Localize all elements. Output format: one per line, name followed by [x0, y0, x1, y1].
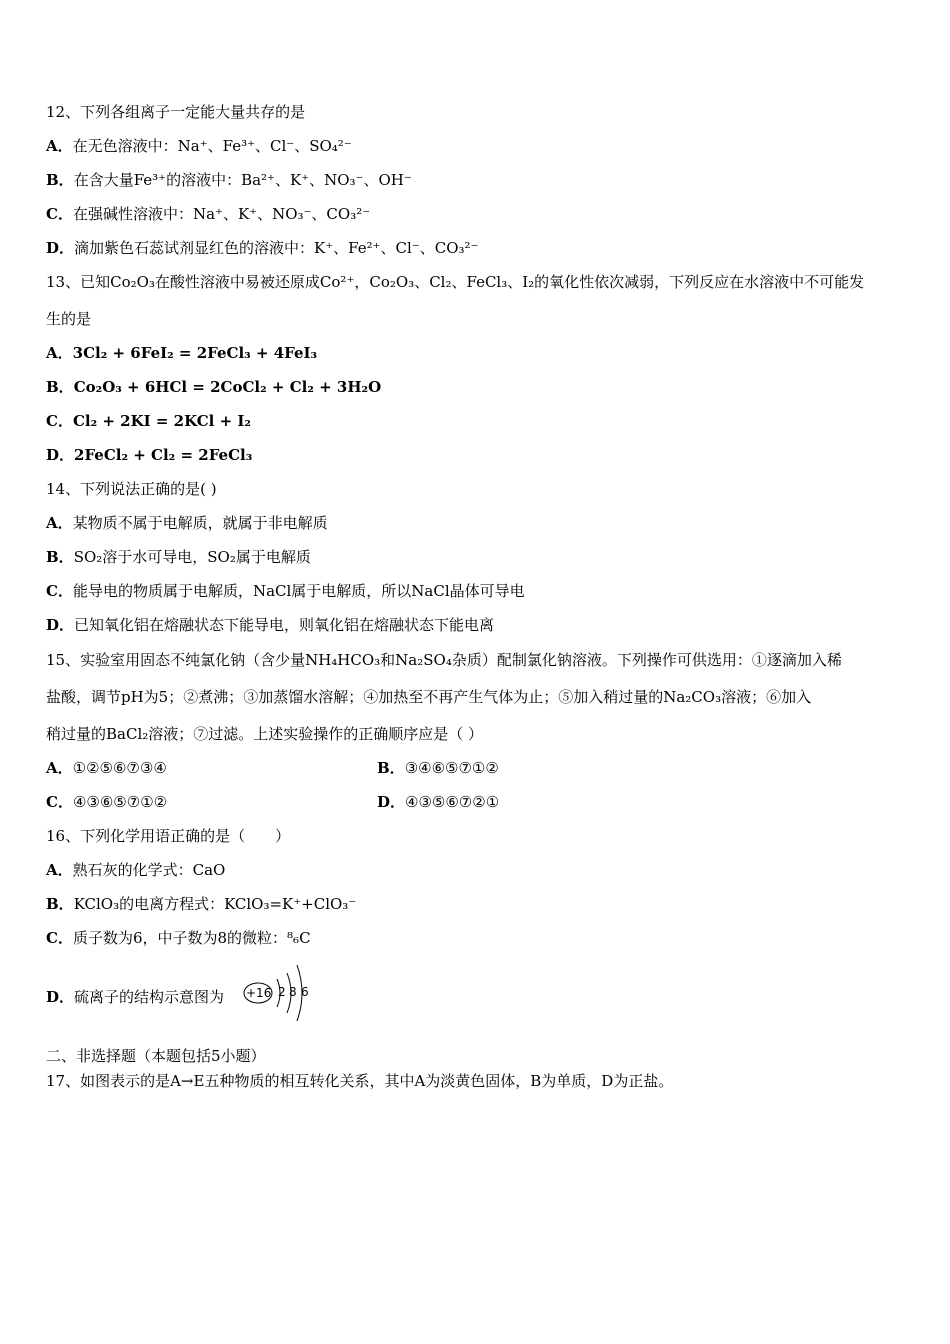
q15-option-a: A．①②⑤⑥⑦③④ [46, 759, 167, 777]
q14-option-d: D．已知氧化铝在熔融状态下能导电，则氧化铝在熔融状态下能电离 [46, 616, 495, 634]
sulfide-ion-structure-diagram [241, 961, 321, 1023]
shell-2-electrons: 8 [289, 985, 297, 999]
q15-stem-line3: 稍过量的BaCl₂溶液；⑦过滤。上述实验操作的正确顺序应是（ ） [46, 725, 484, 743]
q16-option-a: A．熟石灰的化学式：CaO [46, 861, 226, 879]
q17-stem: 17、如图表示的是A→E五种物质的相互转化关系，其中A为淡黄色固体，B为单质，D为正盐。 [46, 1072, 674, 1090]
q13-option-d: D．2FeCl₂ + Cl₂ = 2FeCl₃ [46, 446, 253, 464]
q16-stem: 16、下列化学用语正确的是（ ） [46, 827, 291, 845]
section-2-title: 二、非选择题（本题包括5小题） [46, 1047, 266, 1065]
q13-option-a: A．3Cl₂ + 6FeI₂ = 2FeCl₃ + 4FeI₃ [46, 344, 318, 362]
nucleus-charge: +16 [246, 986, 272, 1000]
q15-stem-line2: 盐酸，调节pH为5；②煮沸；③加蒸馏水溶解；④加热至不再产生气体为止；⑤加入稍过量的Na₂CO₃溶液；⑥加入 [46, 688, 812, 706]
q14-option-a: A．某物质不属于电解质，就属于非电解质 [46, 514, 328, 532]
q13-option-c: C．Cl₂ + 2KI = 2KCl + I₂ [46, 412, 251, 430]
q16-option-c: C．质子数为6，中子数为8的微粒：⁸₆C [46, 929, 311, 947]
q12-option-b: B．在含大量Fe³⁺的溶液中：Ba²⁺、K⁺、NO₃⁻、OH⁻ [46, 171, 412, 189]
q16-option-b: B．KClO₃的电离方程式：KClO₃=K⁺+ClO₃⁻ [46, 895, 357, 913]
q16-option-d: D．硫离子的结构示意图为 [46, 988, 225, 1006]
q14-stem: 14、下列说法正确的是( ) [46, 480, 217, 498]
q15-stem-line1: 15、实验室用固态不纯氯化钠（含少量NH₄HCO₃和Na₂SO₄杂质）配制氯化钠溶液。下列操作可供选用：①逐滴加入稀 [46, 651, 842, 669]
q12-option-a: A．在无色溶液中：Na⁺、Fe³⁺、Cl⁻、SO₄²⁻ [46, 137, 352, 155]
q13-option-b: B．Co₂O₃ + 6HCl = 2CoCl₂ + Cl₂ + 3H₂O [46, 378, 382, 396]
q14-option-b: B．SO₂溶于水可导电，SO₂属于电解质 [46, 548, 311, 566]
shell-1-electrons: 2 [278, 985, 286, 999]
q12-option-d: D．滴加紫色石蕊试剂显红色的溶液中：K⁺、Fe²⁺、Cl⁻、CO₃²⁻ [46, 239, 479, 257]
shell-3-electrons: 6 [301, 985, 309, 999]
q13-stem-line1: 13、已知Co₂O₃在酸性溶液中易被还原成Co²⁺，Co₂O₃、Cl₂、FeCl₃、I₂的氧化性依次减弱，下列反应在水溶液中不可能发 [46, 273, 865, 291]
q12-option-c: C．在强碱性溶液中：Na⁺、K⁺、NO₃⁻、CO₃²⁻ [46, 205, 371, 223]
q14-option-c: C．能导电的物质属于电解质，NaCl属于电解质，所以NaCl晶体可导电 [46, 582, 525, 600]
q15-option-c: C．④③⑥⑤⑦①② [46, 793, 168, 811]
q15-option-d: D．④③⑤⑥⑦②① [377, 793, 500, 811]
q13-stem-line2: 生的是 [46, 310, 92, 328]
q15-option-b: B．③④⑥⑤⑦①② [377, 759, 499, 777]
q12-stem: 12、下列各组离子一定能大量共存的是 [46, 103, 306, 121]
